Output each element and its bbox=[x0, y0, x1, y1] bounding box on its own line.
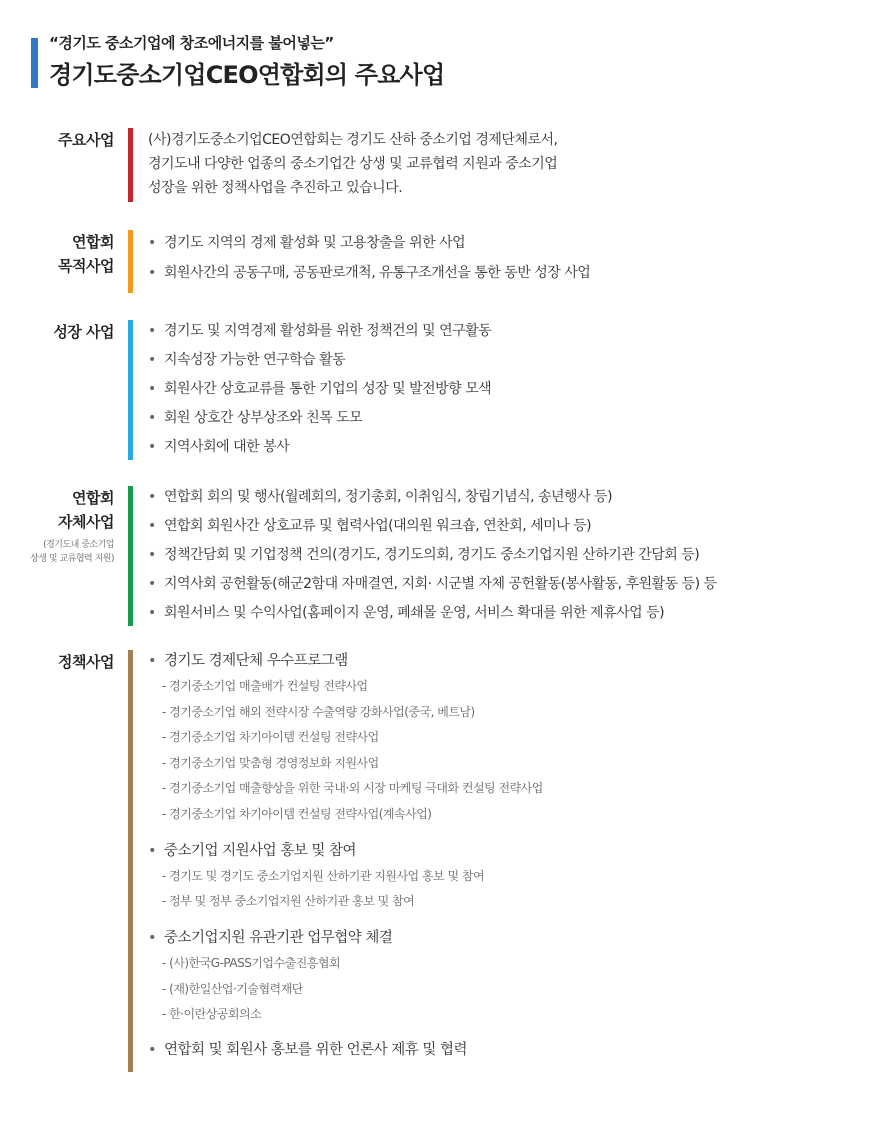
section-label: 성장 사업 bbox=[53, 323, 114, 341]
section-color-bar bbox=[128, 128, 133, 202]
policy-group-title: • 중소기업지원 유관기관 업무협약 체결 bbox=[148, 927, 858, 953]
section-body bbox=[148, 320, 858, 465]
section-color-bar bbox=[128, 486, 133, 626]
list-item: • 정책간담회 및 기업정책 건의(경기도, 경기도의회, 경기도 중소기업지원 산하기관 간담회 등) bbox=[148, 544, 858, 573]
body-line: 경기도내 다양한 업종의 중소기업간 상생 및 교류협력 지원과 중소기업 bbox=[148, 156, 558, 172]
list-item: • 지역사회 공헌활동(해군2함대 자매결연, 지회· 시군별 자체 공헌활동(봉사활동, 후원활동 등) 등 bbox=[148, 573, 858, 602]
section-label: 주요사업 bbox=[58, 131, 114, 149]
page-subtitle: “경기도 중소기업에 창조에너지를 불어넣는” bbox=[49, 34, 334, 52]
policy-group-title: • 경기도 경제단체 우수프로그램 bbox=[148, 650, 858, 676]
page-title: 경기도중소기업CEO연합회의 주요사업 bbox=[49, 61, 445, 89]
list-item: • 연합회 회원사간 상호교류 및 협력사업(대의원 워크숍, 연찬회, 세미나 등) bbox=[148, 515, 858, 544]
policy-sub-item: - 정부 및 정부 중소기업지원 산하기관 홍보 및 참여 bbox=[162, 894, 415, 908]
policy-group-title: • 중소기업 지원사업 홍보 및 참여 bbox=[148, 840, 858, 866]
section-label: 연합회 자체사업 (경기도내 중소기업 상생 및 교류협력 지원) bbox=[0, 486, 114, 566]
policy-sub-item: - 경기중소기업 매출배가 컨설팅 전략사업 bbox=[162, 679, 368, 693]
policy-sub-item: - 경기중소기업 차기아이템 컨설팅 전략사업 bbox=[162, 730, 379, 744]
section-body bbox=[148, 650, 858, 1065]
section-body bbox=[148, 128, 858, 200]
body-line: (사)경기도중소기업CEO연합회는 경기도 산하 중소기업 경제단체로서, bbox=[148, 132, 558, 148]
policy-sub-item: - 경기중소기업 차기아이템 컨설팅 전략사업(계속사업) bbox=[162, 806, 432, 821]
list-item: • 회원사간 상호교류를 통한 기업의 성장 및 발전방향 모색 bbox=[148, 378, 858, 407]
policy-sub-item: - 경기중소기업 맞춤형 경영정보화 지원사업 bbox=[162, 755, 379, 770]
policy-sub-item: - (재)한일산업·기술협력재단 bbox=[162, 981, 303, 996]
policy-sub-item: - 한·이란상공회의소 bbox=[162, 1007, 262, 1021]
list-item: • 지역사회에 대한 봉사 bbox=[148, 436, 858, 465]
policy-sub-item: - 경기중소기업 해외 전략시장 수출역량 강화사업(중국, 베트남) bbox=[162, 704, 475, 719]
header-accent-bar bbox=[31, 38, 38, 88]
section-label: 연합회 목적사업 bbox=[58, 233, 114, 275]
list-item: • 경기도 및 지역경제 활성화를 위한 정책건의 및 연구활동 bbox=[148, 320, 858, 349]
section-label-note: (경기도내 중소기업 상생 및 교류협력 지원) bbox=[30, 540, 114, 564]
body-line: 성장을 위한 정책사업을 추진하고 있습니다. bbox=[148, 180, 403, 196]
section-label: 정책사업 bbox=[58, 653, 114, 671]
list-item: • 회원서비스 및 수익사업(홈페이지 운영, 폐쇄몰 운영, 서비스 확대를 위한 제휴사업 등) bbox=[148, 602, 858, 631]
list-item: • 연합회 회의 및 행사(월례회의, 정기총회, 이취임식, 창립기념식, 송년행사 등) bbox=[148, 486, 858, 515]
policy-sub-item: - (사)한국G-PASS기업수출진흥협회 bbox=[162, 956, 341, 970]
policy-sub-item: - 경기도 및 경기도 중소기업지원 산하기관 지원사업 홍보 및 참여 bbox=[162, 868, 485, 883]
policy-group-title: • 연합회 및 회원사 홍보를 위한 언론사 제휴 및 협력 bbox=[148, 1039, 858, 1065]
section-color-bar bbox=[128, 650, 133, 1072]
list-item: • 경기도 지역의 경제 활성화 및 고용창출을 위한 사업 bbox=[148, 232, 858, 262]
section-body bbox=[148, 232, 858, 292]
section-body bbox=[148, 486, 858, 631]
list-item: • 회원 상호간 상부상조와 친목 도모 bbox=[148, 407, 858, 436]
list-item: • 회원사간의 공동구매, 공동판로개척, 유통구조개선을 통한 동반 성장 사업 bbox=[148, 262, 858, 292]
section-color-bar bbox=[128, 230, 133, 293]
section-color-bar bbox=[128, 320, 133, 460]
policy-sub-item: - 경기중소기업 매출향상을 위한 국내·외 시장 마케팅 극대화 컨설팅 전략사업 bbox=[162, 781, 543, 795]
list-item: • 지속성장 가능한 연구학습 활동 bbox=[148, 349, 858, 378]
